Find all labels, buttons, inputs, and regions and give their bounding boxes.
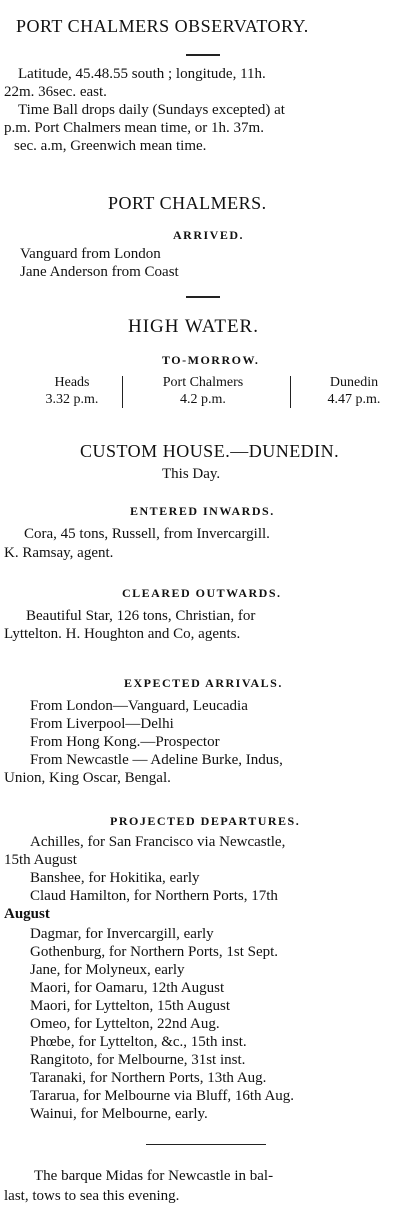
tide-time: 4.2 p.m.: [180, 392, 226, 407]
cleared-line: Beautiful Star, 126 tons, Christian, for: [26, 608, 256, 624]
departure-line: Dagmar, for Invercargill, early: [30, 926, 214, 942]
expected-line: From Hong Kong.—Prospector: [30, 734, 220, 750]
cleared-heading: CLEARED OUTWARDS.: [122, 586, 282, 600]
custom-house-title: CUSTOM HOUSE.—DUNEDIN.: [80, 441, 340, 461]
departure-line: Omeo, for Lyttelton, 22nd Aug.: [30, 1016, 220, 1032]
entered-line: Cora, 45 tons, Russell, from Invercargill.: [24, 526, 270, 542]
port-title: PORT CHALMERS.: [108, 193, 267, 213]
expected-line: Union, King Oscar, Bengal.: [4, 770, 171, 786]
observatory-line: 22m. 36sec. east.: [4, 84, 107, 100]
departure-line: Tararua, for Melbourne via Bluff, 16th Aug.: [30, 1088, 295, 1104]
expected-heading: EXPECTED ARRIVALS.: [124, 676, 283, 690]
tide-location: Port Chalmers: [162, 375, 244, 390]
departure-line: August: [4, 906, 50, 922]
tomorrow-heading: TO-MORROW.: [162, 353, 260, 367]
note-line: The barque Midas for Newcastle in bal-: [34, 1168, 274, 1184]
high-water-title: HIGH WATER.: [128, 316, 259, 337]
tide-column-heads: [24, 374, 120, 408]
this-day-heading: This Day.: [162, 466, 221, 482]
tide-column-dunedin: [296, 374, 412, 408]
observatory-line: sec. a.m, Greenwich mean time.: [14, 138, 207, 154]
entered-heading: ENTERED INWARDS.: [130, 504, 275, 518]
departure-line: Achilles, for San Francisco via Newcastle,: [30, 834, 286, 850]
observatory-line: Time Ball drops daily (Sundays excepted) at: [18, 102, 285, 118]
observatory-title: PORT CHALMERS OBSERVATORY.: [16, 16, 309, 36]
cleared-line: Lyttelton. H. Houghton and Co, agents.: [4, 626, 241, 642]
column-separator: [122, 376, 123, 408]
expected-line: From Liverpool—Delhi: [30, 716, 174, 732]
projected-heading: PROJECTED DEPARTURES.: [110, 814, 301, 828]
expected-line: From London—Vanguard, Leucadia: [30, 698, 248, 714]
departure-line: Phœbe, for Lyttelton, &c., 15th inst.: [30, 1034, 247, 1050]
departure-line: Rangitoto, for Melbourne, 31st inst.: [30, 1052, 246, 1068]
departure-line: Claud Hamilton, for Northern Ports, 17th: [30, 888, 278, 904]
departure-line: Banshee, for Hokitika, early: [30, 870, 200, 886]
column-separator: [290, 376, 291, 408]
observatory-line: Latitude, 45.48.55 south ; longitude, 11h.: [18, 66, 266, 82]
arrival-line: Jane Anderson from Coast: [20, 264, 179, 280]
departure-line: Gothenburg, for Northern Ports, 1st Sept.: [30, 944, 279, 960]
divider: [186, 296, 220, 298]
departure-line: Wainui, for Melbourne, early.: [30, 1106, 208, 1122]
divider: [186, 54, 220, 56]
tide-time: 3.32 p.m.: [45, 392, 99, 407]
note-line: last, tows to sea this evening.: [4, 1188, 180, 1204]
tide-location: Dunedin: [329, 375, 379, 390]
tide-location: Heads: [54, 375, 90, 390]
tide-time: 4.47 p.m.: [327, 392, 381, 407]
departure-line: Jane, for Molyneux, early: [30, 962, 185, 978]
divider: [146, 1144, 266, 1145]
departure-line: Maori, for Lyttelton, 15th August: [30, 998, 230, 1014]
departure-line: 15th August: [4, 852, 77, 868]
departure-line: Maori, for Oamaru, 12th August: [30, 980, 225, 996]
departure-line: Taranaki, for Northern Ports, 13th Aug.: [30, 1070, 267, 1086]
observatory-line: p.m. Port Chalmers mean time, or 1h. 37m.: [4, 120, 264, 136]
expected-line: From Newcastle — Adeline Burke, Indus,: [30, 752, 283, 768]
entered-line: K. Ramsay, agent.: [4, 545, 114, 561]
arrived-heading: ARRIVED.: [173, 228, 245, 242]
arrival-line: Vanguard from London: [20, 246, 161, 262]
tide-column-port: [128, 374, 278, 408]
